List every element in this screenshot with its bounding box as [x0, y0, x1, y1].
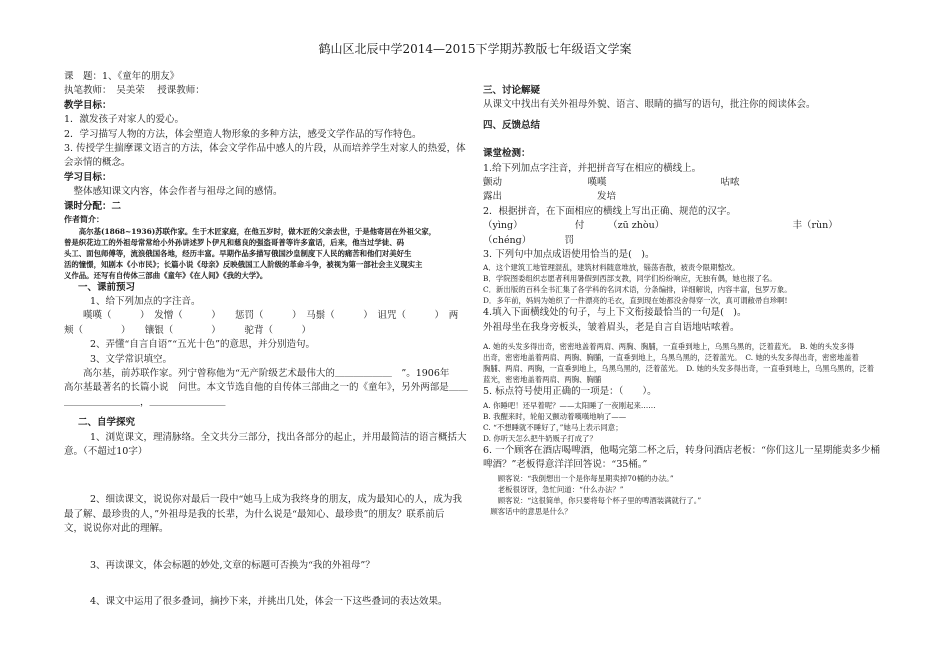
- test-option: D．多年前，妈妈为她织了一件漂亮的毛衣，直到现在她都没舍得穿一次，真可谓敝帚自珍啊!: [483, 296, 788, 306]
- teacher-line: 执笔教师： 吴美荣 授课教师：: [64, 85, 205, 97]
- test-question: 4.填入下面横线处的句子，与上下文衔接最恰当的一句是( )。: [483, 307, 747, 319]
- pinyin-line: 嘆嘆（ ） 发憎（ ） 惩罚（ ） 马鬃（ ） 诅咒（ ） 两: [64, 310, 459, 322]
- teaching-goal: 2．学习描写人物的方法，体会塑造人物形象的多种方法，感受文学作品的写作特色。: [64, 128, 422, 140]
- discussion-text: 从课文中找出有关外祖母外貌、语言、眼睛的描写的语句，批注你的阅读体会。: [483, 99, 816, 111]
- study-goal: 整体感知课文内容，体会作者与祖母之间的感情。: [64, 186, 283, 198]
- literature-fill: ＿＿＿＿＿＿＿＿，＿＿＿＿＿＿＿＿: [64, 396, 226, 408]
- test-option: 出奇，密密地盖着两肩、两胸、胸脯，一直垂到地上，乌黑乌黑的，泛着蓝光。 C. 她的头发多得出奇，密密地盖着: [483, 353, 859, 363]
- teaching-goals-heading: 教学目标：: [64, 99, 112, 111]
- left-column: [64, 70, 468, 609]
- test-option: A．这个建筑工地管理混乱，建筑材料随意堆放，锱荡杳散，被责令限期整改。: [483, 263, 740, 273]
- test-line: （chéng） 罚: [483, 234, 575, 246]
- preview-question: 3、文学常识填空。: [90, 353, 173, 365]
- page-title: 鹤山区北辰中学2014—2015下学期苏教版七年级语文学案: [318, 42, 632, 56]
- test-option: C. “不想睡就不睡好了，”她马上表示同意；: [483, 422, 623, 432]
- self-study-question: 2、细读课文，说说你对最后一段中“她马上成为我终身的朋友，成为最知心的人，成为我: [90, 494, 462, 506]
- dialogue-question: 顾客话中的意思是什么？: [483, 506, 572, 516]
- literature-fill: 高尔基，前苏联作家。列宁曾称他为“无产阶级艺术最伟大的＿＿＿＿＿＿ ”。1906年: [64, 368, 450, 379]
- preview-heading: 一、课前预习: [78, 281, 136, 293]
- pinyin-line: 颊（ ） 镶银（ ） 驼背（ ）: [64, 324, 312, 336]
- teaching-goal: 3. 传授学生揣摩课文语言的方法，体会文学作品中感人的片段，从而培养学生对家人的热爱，体: [64, 143, 466, 155]
- test-option: A. 她的头发多得出奇，密密地盖着两肩、两胸、胸脯，一直垂到地上，乌黑乌黑的，泛着蓝光。 B. 她的头发多得: [483, 342, 855, 352]
- teaching-goal: 1．激发孩子对家人的爱心。: [64, 114, 185, 126]
- class-test-heading: 课堂检测：: [483, 148, 531, 160]
- self-study-question: 文，说说你对此的理解。: [64, 523, 169, 535]
- self-study-heading: 二、自学探究: [78, 417, 136, 429]
- course-line: 课 题：1、《童年的朋友》: [64, 71, 180, 82]
- dialogue-line: 顾客说：“这很简单，你只要将每个杯子里的啤酒装满就行了。”: [483, 495, 702, 505]
- study-goals-heading: 学习目标：: [64, 171, 112, 183]
- self-study-question: 3、再读课文，体会标题的妙处,文章的标题可否换为“我的外祖母”？: [90, 559, 375, 571]
- test-question: 1.给下列加点字注音，并把拼音写在相应的横线上。: [483, 162, 702, 174]
- test-line: （yìng） 付 （zū zhòu） 丰（rùn）: [483, 220, 838, 232]
- test-option: D. 你听天怎么把牛奶贩子打成了？: [483, 433, 597, 443]
- self-study-question: 意。（不超过10字）: [64, 446, 148, 458]
- class-time: 课时分配：二: [64, 200, 122, 212]
- teaching-goal: 会亲情的概念。: [64, 157, 131, 169]
- dialogue-line: 老板很讶讶，急忙问道：“什么办法？”: [483, 484, 624, 494]
- test-question: 6. 一个顾客在酒店喝啤酒，他喝完第二杯之后，转身问酒店老板：“你们这儿一星期能卖多少桶: [483, 444, 880, 456]
- test-option: B．学院图委组织志愿者利用暑假到西部支教，同学们纷纷响应，无独有偶，她也报了名。: [483, 274, 777, 284]
- test-option: B. 我醒来时，轮船又颤动着嘆嘆地响了——: [483, 411, 627, 421]
- self-study-question: 1、浏览课文，理清脉络。全文共分三部分，找出各部分的起止，并用最简洁的语言概括大: [90, 431, 467, 443]
- test-question: 啤酒？”老板得意洋洋回答说：“35桶。”: [483, 459, 648, 471]
- test-option: 胸脯、两肩、两胸，一直垂到地上，乌黑乌黑的，泛着蓝光。 D. 她的头发多得出奇，一直垂到地上，乌黑乌黑的，泛着: [483, 364, 874, 374]
- feedback-heading: 四、反馈总结: [483, 119, 541, 131]
- test-line: 外祖母坐在我身旁板头，皱着眉头，老是自言自语地咕哝着。: [483, 321, 740, 333]
- self-study-question: 最了解、最珍贵的人，”外祖母是我的长辈，为什么说是“最知心、最珍贵”的朋友？联系前后: [64, 508, 445, 520]
- self-study-question: 4、课文中运用了很多叠词，摘抄下来，并挑出几处，体会一下这些叠词的表达效果。: [90, 596, 448, 608]
- author-heading: 作者简介：: [64, 214, 104, 225]
- test-line: 露出 发培: [483, 191, 617, 203]
- preview-question: 1、给下列加点的字注音。: [90, 295, 201, 307]
- dialogue-line: 顾客说：“我倒想出一个是你每星期卖掉70桶的办法。”: [483, 473, 674, 483]
- author-bio-line: 高尔基(1868~1936)苏联作家。生于木匠家庭，在他五岁时，做木匠的父亲去世，于是他寄居在外祖父家，: [64, 226, 437, 236]
- preview-question: 2、弄懂“自言自语”“五光十色”的意思，并分别造句。: [90, 339, 315, 351]
- literature-fill: 高尔基最著名的长篇小说 问世。本文节选自他的自传体三部曲之一的《童年》，另外两部是＿＿: [64, 382, 468, 394]
- discussion-heading: 三、讨论解疑: [483, 85, 541, 96]
- test-question: 3. 下列句中加点成语使用恰当的是( )。: [483, 249, 655, 261]
- test-question: 5. 标点符号使用正确的一项是：（ ）。: [483, 386, 657, 398]
- test-option: A. 你睡吧！还早着呢？——太阳睡了一夜刚起来……: [483, 400, 656, 410]
- right-column: [483, 70, 893, 517]
- test-option: C．新出版的百科全书汇集了各学科的名词术语，分条编排，详细解说，内容丰富，包罗万象。: [483, 285, 792, 295]
- author-bio-line: 头工、面包师傅等，流浪俄国各地，经历丰富。早期作品多描写俄国沙皇制度下人民的痛苦和他们对美好生: [64, 248, 412, 258]
- test-option: 蓝光，密密地盖着两肩、两胸、胸脯: [483, 375, 602, 385]
- author-bio-line: 义作品。还写有自传体三部曲《童年》《在人间》《我的大学》。: [64, 270, 268, 280]
- author-bio-line: 曾是织花边工的外祖母常常给小外孙讲述罗卜伊凡和慈良的强盗哥普等许多童话，后来，他当过学徒、码: [64, 237, 404, 247]
- test-question: 2．根据拼音，在下面相应的横线上写出正确、规范的汉字。: [483, 205, 737, 217]
- test-line: 颤动 嘆嘆 咕哝: [483, 177, 740, 189]
- author-bio-line: 活的憧憬，知剧本《小市民》；长篇小说《母亲》反映俄国工人阶级的革命斗争，被视为第一部社会主义现实主: [64, 259, 423, 269]
